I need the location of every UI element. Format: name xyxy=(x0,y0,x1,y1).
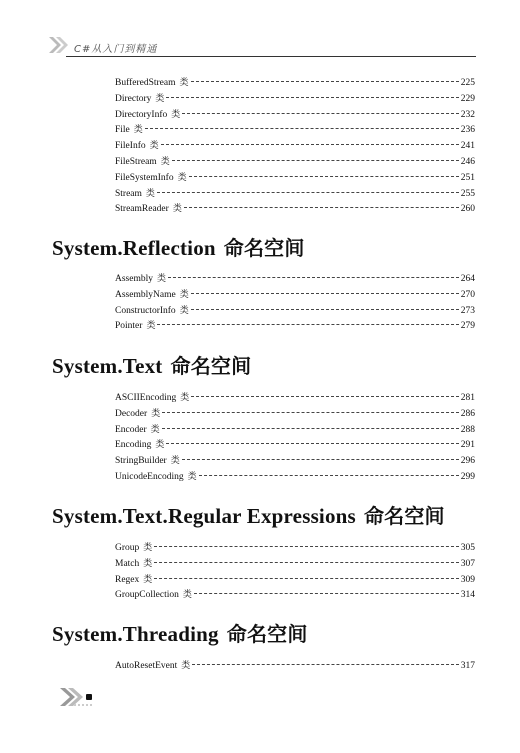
page-header xyxy=(48,34,476,60)
dot-leader xyxy=(162,428,459,429)
page-number: 236 xyxy=(460,125,475,136)
toc-entry[interactable]: Stream 类 255 xyxy=(115,187,475,203)
dot-leader xyxy=(199,475,459,476)
dot-leader xyxy=(166,97,458,98)
toc-entry[interactable]: ConstructorInfo 类 273 xyxy=(115,304,475,320)
toc-entries-text xyxy=(115,391,475,486)
toc-entry[interactable]: StringBuilder 类 296 xyxy=(115,454,475,470)
page-number: 225 xyxy=(460,78,475,88)
dot-leader xyxy=(166,443,458,444)
page-number: 281 xyxy=(460,393,475,403)
toc-entry[interactable]: Encoder 类 288 xyxy=(115,423,475,439)
dot-leader xyxy=(191,293,459,294)
toc-entry[interactable]: BufferedStream 类 225 xyxy=(115,76,475,92)
dot-leader xyxy=(194,593,459,594)
page-number: 260 xyxy=(460,204,475,215)
toc-entry[interactable]: FileStream 类 246 xyxy=(115,155,475,171)
dot-leader xyxy=(154,562,458,563)
page-number: 296 xyxy=(460,456,475,467)
toc-entry[interactable]: File 类 236 xyxy=(115,123,475,139)
dot-leader xyxy=(182,459,459,460)
section-heading: System.Reflection 命名空间 xyxy=(52,236,305,260)
dot-leader xyxy=(189,176,459,177)
toc-entry[interactable]: Match 类 307 xyxy=(115,557,475,573)
page-number: 229 xyxy=(460,93,475,104)
page-number: 246 xyxy=(460,156,475,167)
toc-entry[interactable]: Group 类 305 xyxy=(115,541,475,557)
toc-entry[interactable]: AutoResetEvent 类 317 xyxy=(115,659,475,675)
toc-entry[interactable]: Pointer 类 279 xyxy=(115,319,475,335)
dot-leader xyxy=(172,160,459,161)
page-number: 307 xyxy=(460,558,475,569)
dot-leader xyxy=(154,578,458,579)
toc-entry[interactable]: Regex 类 309 xyxy=(115,573,475,589)
toc-entry[interactable]: ASCIIEncoding 类 281 xyxy=(115,391,475,407)
dot-leader xyxy=(161,144,459,145)
page-number: 279 xyxy=(460,321,475,332)
section-heading: System.Text.Regular Expressions 命名空间 xyxy=(52,504,445,528)
toc-entry[interactable]: AssemblyName 类 270 xyxy=(115,288,475,304)
toc-entries-threading xyxy=(115,659,475,675)
toc-entry[interactable]: Directory 类 229 xyxy=(115,92,475,108)
page-number: 291 xyxy=(460,440,475,451)
footer-chevron-icon xyxy=(50,686,110,708)
page-number: 264 xyxy=(460,274,475,284)
toc-entry[interactable]: FileSystemInfo 类 251 xyxy=(115,171,475,187)
toc-entry[interactable]: StreamReader 类 260 xyxy=(115,202,475,218)
dot-leader xyxy=(168,277,459,278)
page-number: 309 xyxy=(460,574,475,585)
dot-leader xyxy=(191,81,459,82)
dot-leader xyxy=(154,546,458,547)
dot-leader xyxy=(162,412,459,413)
page-number: 317 xyxy=(460,661,475,671)
page-number: 241 xyxy=(460,141,475,152)
dot-leader xyxy=(182,113,459,114)
header-rule xyxy=(66,56,476,57)
dot-leader xyxy=(157,192,459,193)
page-number: 305 xyxy=(460,543,475,553)
toc-entry[interactable]: DirectoryInfo 类 232 xyxy=(115,108,475,124)
page-number: 314 xyxy=(460,590,475,601)
book-title: C#从入门到精通 xyxy=(74,44,158,55)
page-number: 288 xyxy=(460,424,475,435)
page-number: 255 xyxy=(460,188,475,199)
toc-entry[interactable]: FileInfo 类 241 xyxy=(115,139,475,155)
page-number: 273 xyxy=(460,305,475,316)
dot-leader xyxy=(184,207,459,208)
toc-entry[interactable]: Encoding 类 291 xyxy=(115,438,475,454)
chevron-decoration-icon xyxy=(48,36,70,54)
page-number: 251 xyxy=(460,172,475,183)
dot-leader xyxy=(157,324,458,325)
dot-leader xyxy=(191,396,459,397)
toc-entry[interactable]: Decoder 类 286 xyxy=(115,407,475,423)
toc-entry[interactable]: GroupCollection 类 314 xyxy=(115,588,475,604)
toc-entries-reflection xyxy=(115,272,475,335)
toc-entry[interactable]: UnicodeEncoding 类 299 xyxy=(115,470,475,486)
section-heading: System.Threading 命名空间 xyxy=(52,622,308,646)
dot-leader xyxy=(191,309,459,310)
toc-entry[interactable]: Assembly 类 264 xyxy=(115,272,475,288)
page-number: 286 xyxy=(460,408,475,419)
section-heading: System.Text 命名空间 xyxy=(52,354,252,378)
page-number: 299 xyxy=(460,471,475,482)
page-marker xyxy=(86,694,92,700)
toc-entries-io xyxy=(115,76,475,218)
dot-leader xyxy=(145,128,459,129)
page-number: 232 xyxy=(460,109,475,120)
dot-leader xyxy=(192,664,458,665)
toc-entries-regex xyxy=(115,541,475,604)
page-number: 270 xyxy=(460,289,475,300)
